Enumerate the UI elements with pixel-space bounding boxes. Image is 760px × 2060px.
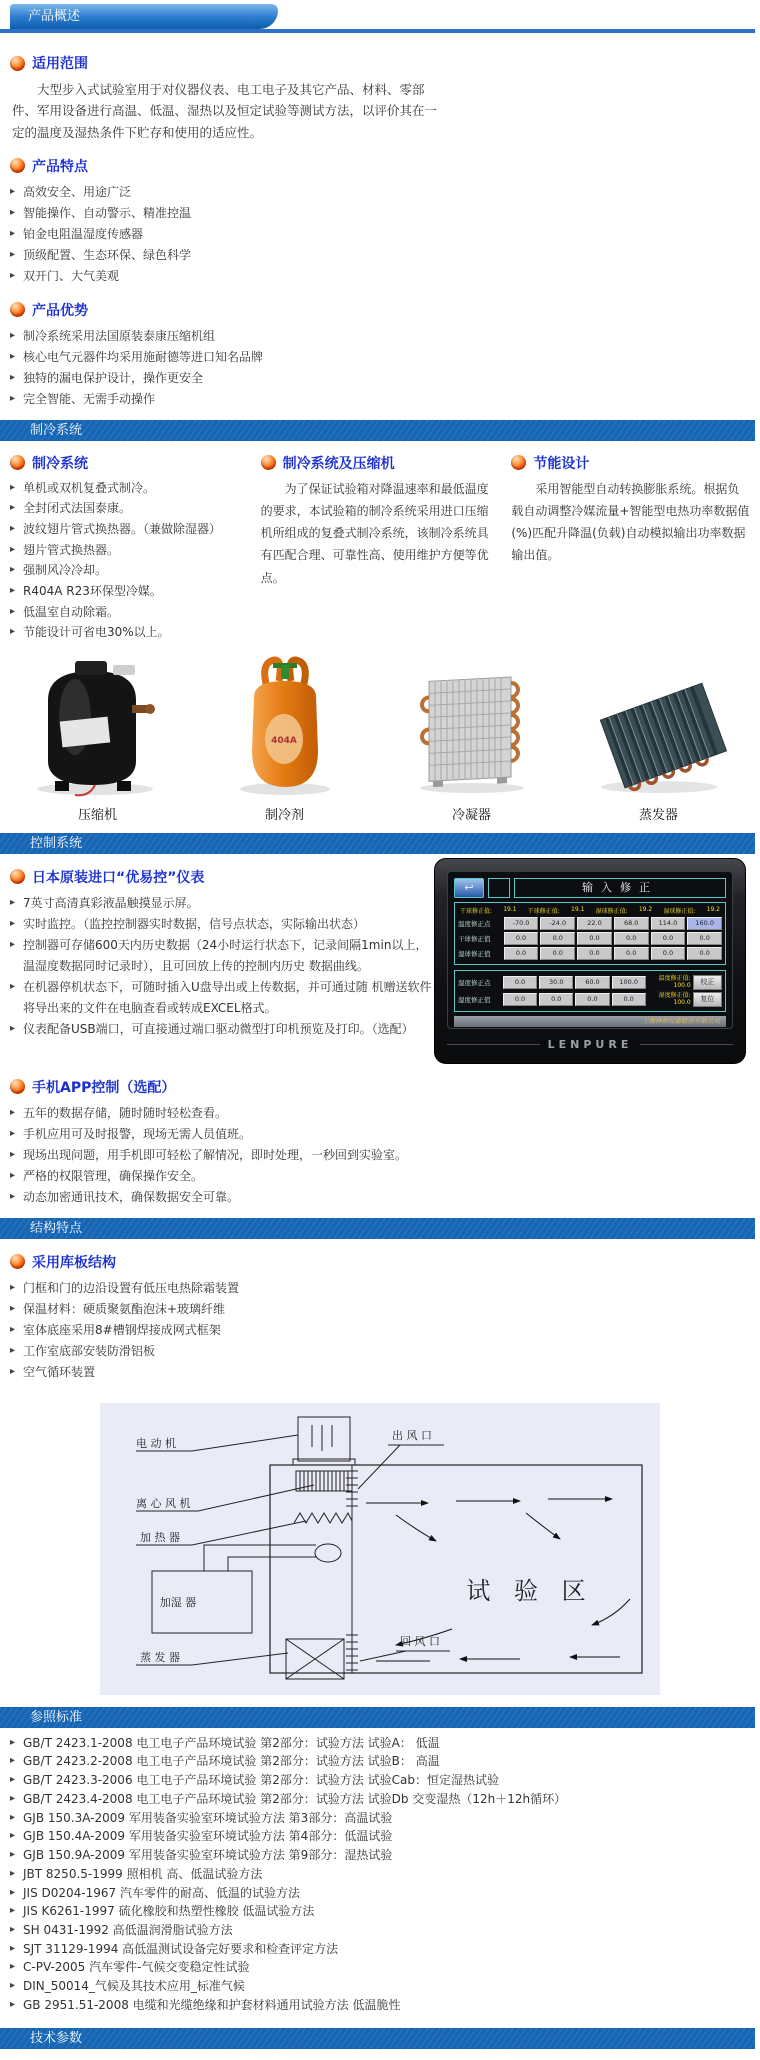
section-features	[10, 156, 760, 287]
section-bullet-icon	[511, 455, 526, 470]
head-label: 干球修正值:	[460, 907, 493, 915]
list-item: ▸ 顶级配置、生态环保、绿色科学	[10, 245, 760, 266]
label-evaporator: 蒸 发 器	[140, 1650, 180, 1664]
section-advantages	[10, 300, 760, 410]
list-item: ▸ JBT 8250.5-1999 照相机 高、低温试验方法	[10, 1865, 760, 1884]
list-item: ▸ 动态加密通讯技术，确保数据安全可靠。	[10, 1187, 760, 1208]
list-item: ▸ 高效安全、用途广泛	[10, 182, 760, 203]
value-cell: -70.0	[504, 917, 539, 930]
section-title: 节能设计	[533, 455, 590, 472]
list-item: ▸ GB 2951.51-2008 电缆和光缆绝缘和护套材料通用试验方法 低温脆性	[10, 1996, 760, 2015]
value-cell: 60.0	[575, 976, 609, 989]
section-title: 手机APP控制（选配）	[32, 1079, 176, 1096]
svg-text:404A: 404A	[270, 735, 297, 746]
list-item: ▸ SJT 31129-1994 高低温测试设备完好要求和检查评定方法	[10, 1940, 760, 1959]
refrigeration-col-energy	[511, 445, 750, 643]
list-item: ▸ 制冷系统采用法国原装泰康压缩机组	[10, 326, 760, 347]
list-item: ▸ 翅片管式换热器。	[10, 540, 249, 561]
list-item: ▸ 铂金电阻温湿度传感器	[10, 224, 760, 245]
value-cell: 0.0	[503, 993, 537, 1006]
row-label: 湿球修正值	[458, 949, 491, 958]
section-bar-standards: 参照标准	[0, 1707, 755, 1728]
section-bullet-icon	[10, 455, 25, 470]
figure-caption: 制冷剂	[264, 807, 304, 823]
controller-screen	[447, 871, 733, 1029]
value-cell: 0.0	[539, 993, 573, 1006]
label-fan: 离 心 风 机	[136, 1496, 191, 1510]
value-cell: 68.0	[614, 917, 649, 930]
head-label: 湿球修正值:	[663, 907, 696, 915]
refrigerant-image	[210, 655, 360, 797]
section-title: 产品优势	[32, 302, 88, 319]
list-item: ▸ GB/T 2423.3-2006 电工电子产品环境试验 第2部分：试验方法 试验Cab：恒定湿热试验	[10, 1771, 760, 1790]
product-figures	[4, 655, 760, 823]
header-divider	[0, 29, 755, 33]
list-item: ▸ 波纹翅片管式换热器。（兼做除湿器）	[10, 519, 249, 540]
side-readout: 湿度修正值: 100.0	[658, 991, 691, 1007]
label-motor: 电 动 机	[136, 1436, 176, 1450]
label-humidifier: 加湿 器	[159, 1595, 197, 1609]
list-item: ▸ 强制风冷冷却。	[10, 560, 249, 581]
value-cell: 0.0	[687, 932, 722, 945]
value-cell: 0.0	[577, 932, 612, 945]
section-title: 制冷系统	[32, 455, 88, 472]
value-cell: 0.0	[612, 993, 646, 1006]
list-item: ▸ 严格的权限管理，确保操作安全。	[10, 1166, 760, 1187]
list-item: ▸ 全封闭式法国泰康。	[10, 498, 249, 519]
figure-caption: 蒸发器	[638, 807, 678, 823]
list-item: ▸ 核心电气元器件均采用施耐德等进口知名品牌	[10, 347, 760, 368]
section-title: 日本原装进口“优易控”仪表	[32, 869, 205, 886]
list-item: ▸ 实时监控。（监控控制器实时数据，信号点状态，实际输出状态）	[10, 914, 434, 935]
list-item: ▸ 7英寸高清真彩液晶触摸显示屏。	[10, 893, 434, 914]
section-scope	[10, 53, 760, 143]
section-bar-refrigeration: 制冷系统	[0, 420, 755, 441]
figure-caption: 压缩机	[77, 807, 117, 823]
list-item: ▸ 单机或双机复叠式制冷。	[10, 478, 249, 499]
control-section	[10, 854, 760, 1064]
head-label: 干球修正值:	[527, 907, 560, 915]
list-item: ▸ 手机应用可及时报警，现场无需人员值班。	[10, 1124, 760, 1145]
refrigeration-col-compressor	[261, 445, 500, 643]
control-text-column	[10, 854, 434, 1064]
row-label: 干球修正值	[458, 934, 491, 943]
list-item: ▸ GB/T 2423.1-2008 电工电子产品环境试验 第2部分：试验方法 试验A： 低温	[10, 1734, 760, 1753]
value-cell: 0.0	[651, 947, 686, 960]
value-cell: 100.0	[612, 976, 646, 989]
correction-table	[454, 902, 726, 965]
section-title: 制冷系统及压缩机	[282, 455, 395, 472]
head-value: 19.2	[706, 905, 720, 913]
section-title: 产品特点	[32, 158, 88, 175]
list-item: ▸ GB/T 2423.4-2008 电工电子产品环境试验 第2部分：试验方法 试验Db 交变湿热（12h＋12h循环）	[10, 1790, 760, 1809]
value-cell: 0.0	[540, 932, 575, 945]
column-text: 采用智能型自动转换膨胀系统。根据负载自动调整冷媒流量+智能型电热功率数据值(%)匹配升降温(负载)自动模拟输出功率数据输出值。	[511, 481, 750, 563]
value-cell: 22.0	[577, 917, 612, 930]
value-cell: 0.0	[651, 932, 686, 945]
figure-caption: 冷凝器	[451, 807, 491, 823]
value-cell: 0.0	[503, 976, 537, 989]
row-label: 湿度修正点	[458, 978, 491, 987]
list-item: ▸ GJB 150.9A-2009 军用装备实验室环境试验方法 第9部分：湿热试验	[10, 1846, 760, 1865]
list-item: ▸ 门框和门的边沿设置有低压电热除霜装置	[10, 1278, 760, 1299]
figure-condenser	[378, 655, 565, 823]
humidity-table	[454, 970, 726, 1012]
reset-button: 复位	[693, 992, 722, 1007]
list-item: ▸ 现场出现问题，用手机即可轻松了解情况，即时处理，一秒回到实验室。	[10, 1145, 723, 1166]
value-cell: 0.0	[504, 947, 539, 960]
list-item: ▸ 节能设计可省电30%以上。	[10, 622, 249, 643]
section-structure	[10, 1252, 760, 1383]
section-bullet-icon	[10, 158, 25, 173]
list-item: ▸ 仪表配备USB端口，可直接通过端口驱动微型打印机预览及打印。（选配）	[10, 1019, 434, 1040]
list-item: ▸ JIS D0204-1967 汽车零件的耐高、低温的试验方法	[10, 1884, 760, 1903]
list-item: ▸ R404A R23环保型冷媒。	[10, 581, 249, 602]
list-item: ▸ C-PV-2005 汽车零件-气候交变稳定性试验	[10, 1958, 760, 1977]
label-outlet: 出 风 口	[392, 1428, 432, 1442]
calibrate-button: 校正	[693, 975, 722, 990]
section-bullet-icon	[10, 869, 25, 884]
condenser-image	[397, 655, 547, 797]
label-test-area: 试 验 区	[466, 1576, 594, 1605]
list-item: ▸ DIN_50014_气候及其技术应用_标准气候	[10, 1977, 760, 1996]
compressor-image	[23, 655, 173, 797]
section-bullet-icon	[10, 1254, 25, 1269]
list-item: ▸ 双开门、大气美观	[10, 266, 760, 287]
back-icon: ↩	[454, 878, 484, 898]
value-cell: 30.0	[539, 976, 573, 989]
list-item: ▸ JIS K6261-1997 硫化橡胶和热塑性橡胶 低温试验方法	[10, 1902, 760, 1921]
value-cell: 0.0	[687, 947, 722, 960]
list-item: ▸ 低温室自动除霜。	[10, 602, 249, 623]
screen-title: 输入修正	[514, 878, 726, 898]
refrigeration-col-system	[10, 445, 249, 643]
list-item: ▸ GJB 150.3A-2009 军用装备实验室环境试验方法 第3部分：高温试验	[10, 1809, 760, 1828]
list-item: ▸ 空气循环装置	[10, 1362, 760, 1383]
head-value: 19.1	[571, 905, 585, 913]
list-item: ▸ 在机器停机状态下，可随时插入U盘导出或上传数据，并可通过随 机赠送软件将导出来的文件在电脑查看或转成EXCEL格式。	[10, 977, 434, 1019]
value-cell: 0.0	[614, 947, 649, 960]
label-heater: 加 热 器	[140, 1530, 180, 1544]
controller-photo-column	[434, 854, 750, 1064]
side-readout: 温度修正值: 100.0	[658, 974, 691, 990]
list-item: ▸ GB/T 2423.2-2008 电工电子产品环境试验 第2部分：试验方法 试验B： 高温	[10, 1752, 760, 1771]
row-label: 湿度修正值	[458, 995, 491, 1004]
value-cell: 160.0	[687, 917, 722, 930]
tab-product-overview[interactable]: 产品概述	[10, 4, 278, 29]
list-item: ▸ GJB 150.4A-2009 军用装备实验室环境试验方法 第4部分：低温试验	[10, 1827, 760, 1846]
value-cell: 0.0	[504, 932, 539, 945]
screen-spacer-box	[488, 878, 510, 898]
head-value: 19.1	[503, 905, 517, 913]
label-return: 回 风 口	[400, 1634, 440, 1648]
scope-text: 大型步入式试验室用于对仪器仪表、电工电子及其它产品、材料、零部件、军用设备进行高温、低温、湿热以及恒定试验等测试方法，以评价其在一定的温度及湿热条件下贮存和使用的适应性。	[12, 82, 438, 140]
value-cell: 0.0	[577, 947, 612, 960]
section-bar-structure: 结构特点	[0, 1218, 755, 1239]
value-cell: 114.0	[651, 917, 686, 930]
list-item: ▸ 五年的数据存储，随时随时轻松查看。	[10, 1103, 760, 1124]
column-text: 为了保证试验箱对降温速率和最低温度的要求，本试验箱的制冷系统采用进口压缩机所组成的复叠式制冷系统，该制冷系统具有匹配合理、可靠性高、使用维护方便等优点。	[260, 481, 489, 585]
figure-compressor	[4, 655, 191, 823]
row-label: 温度修正点	[458, 919, 491, 928]
standards-list	[10, 1734, 760, 2015]
value-cell: 0.0	[540, 947, 575, 960]
company-strip: 上海林频仪器股份有限公司	[454, 1016, 726, 1027]
value-cell: 0.0	[614, 932, 649, 945]
section-title: 适用范围	[32, 56, 88, 72]
section-title: 采用库板结构	[32, 1254, 116, 1271]
evaporator-image	[584, 655, 734, 797]
value-cell: 0.0	[575, 993, 609, 1006]
section-bullet-icon	[10, 1079, 25, 1094]
list-item: ▸ 保温材料：硬质聚氨酯泡沫+玻璃纤维	[10, 1299, 760, 1320]
list-item: ▸ 完全智能、无需手动操作	[10, 389, 760, 410]
list-item: ▸ SH 0431-1992 高低温润滑脂试验方法	[10, 1921, 760, 1940]
list-item: ▸ 独特的漏电保护设计，操作更安全	[10, 368, 760, 389]
figure-evaporator	[565, 655, 752, 823]
list-item: ▸ 工作室底部安装防滑铝板	[10, 1341, 760, 1362]
refrigeration-columns	[10, 445, 750, 643]
section-bullet-icon	[10, 56, 25, 71]
value-cell: -24.0	[540, 917, 575, 930]
head-value: 19.2	[638, 905, 653, 913]
section-app	[10, 1077, 760, 1208]
brand-row	[447, 1038, 733, 1051]
controller-panel-image	[434, 858, 746, 1064]
list-item: ▸ 智能操作、自动警示、精准控温	[10, 203, 760, 224]
section-bar-params: 技术参数	[0, 2028, 755, 2049]
section-bullet-icon	[261, 455, 276, 470]
page-header	[0, 0, 760, 40]
brand-logo: LENPURE	[547, 1037, 633, 1051]
section-bar-control: 控制系统	[0, 833, 755, 854]
airflow-diagram	[100, 1403, 660, 1695]
list-item: ▸ 室体底座采用8#槽钢焊接成网式框架	[10, 1320, 760, 1341]
figure-refrigerant	[191, 655, 378, 823]
section-bullet-icon	[10, 302, 25, 317]
list-item: ▸ 控制器可存储600天内历史数据（24小时运行状态下，记录间隔1min以上，温湿度数据同时记录时），且可回放上传的控制内历史 数据曲线。	[10, 935, 434, 977]
head-label: 湿球修正值:	[595, 907, 628, 915]
airflow-diagram-drawing	[100, 1403, 660, 1695]
